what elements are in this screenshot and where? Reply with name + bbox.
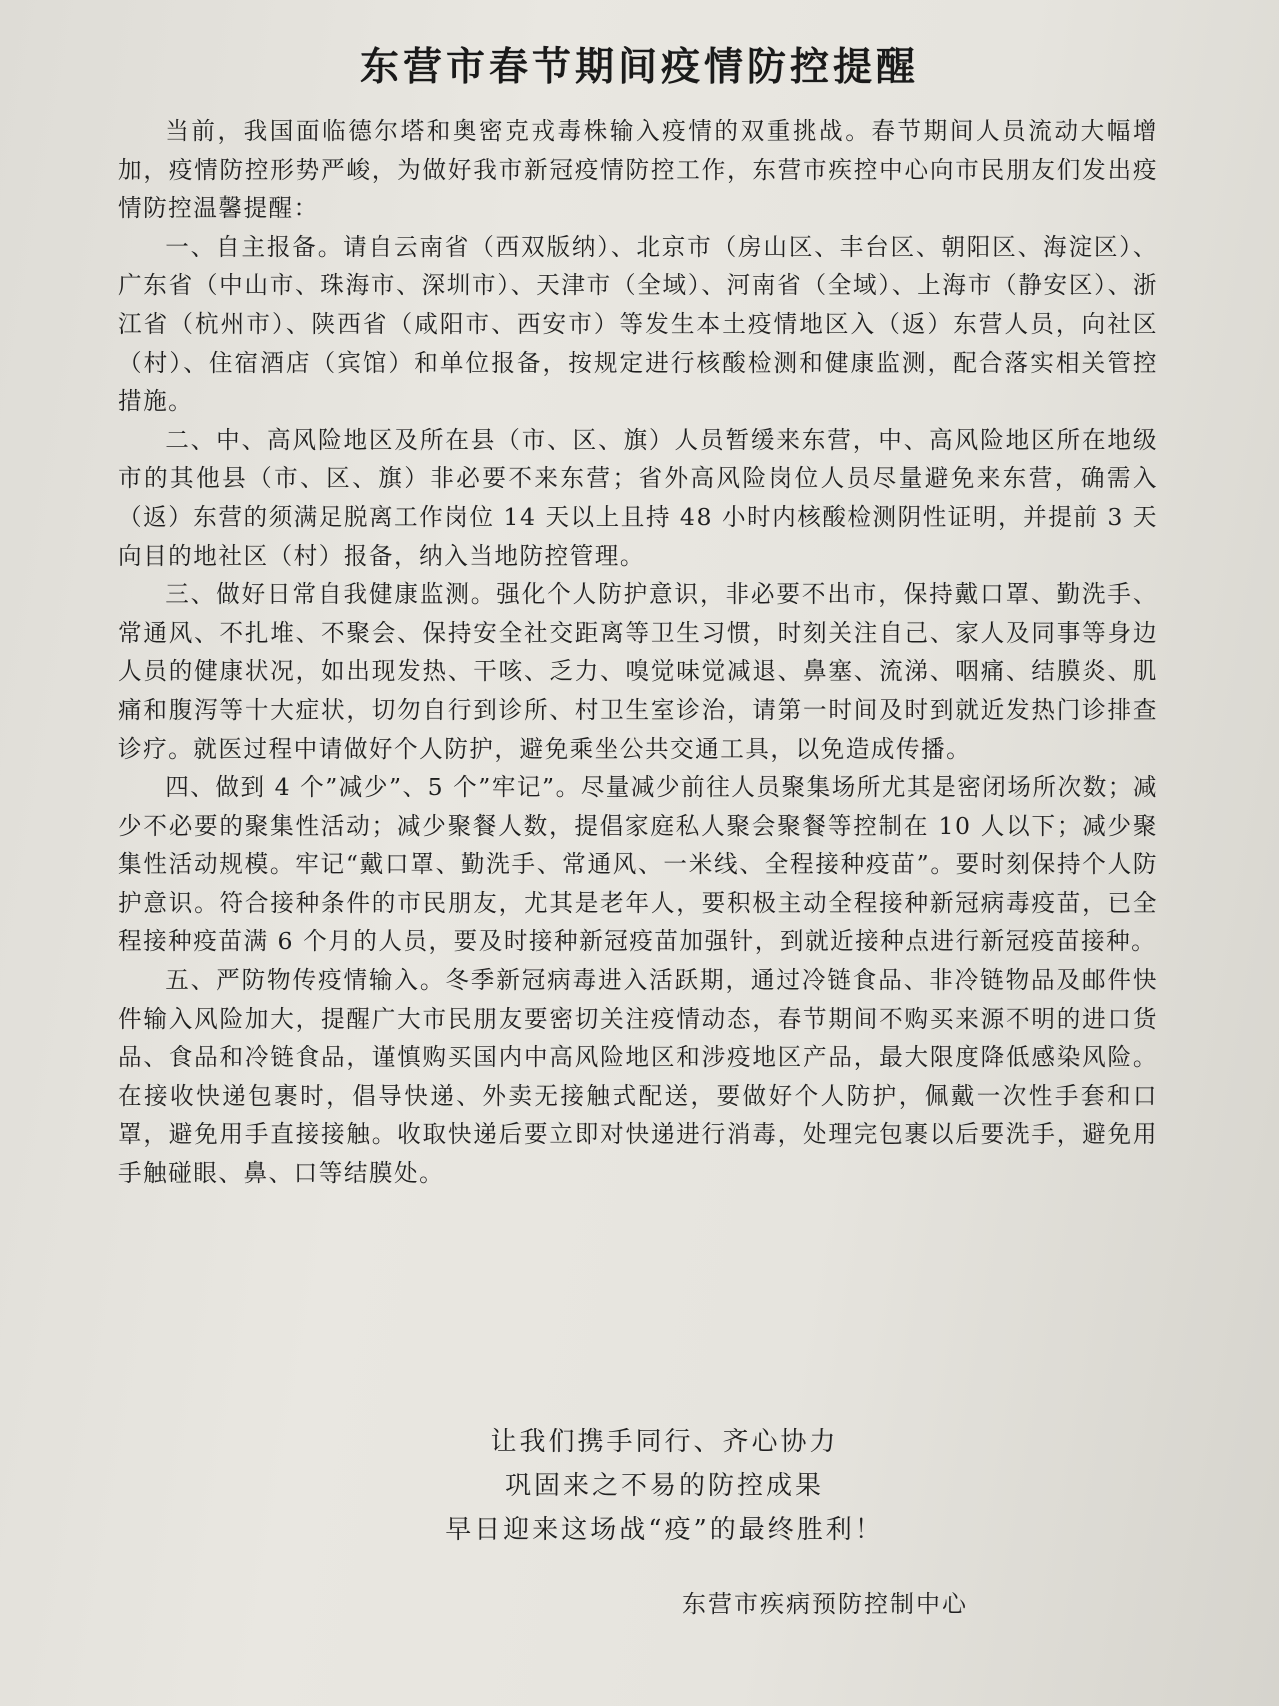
item-2-risk-areas: 二、中、高风险地区及所在县（市、区、旗）人员暂缓来东营，中、高风险地区所在地级市的其他县（市、区、旗）非必要不来东营；省外高风险岗位人员尽量避免来东营，确需入（返）东营的须满足脱离工作岗位 14 天以上且持 48 小时内核酸检测阴性证明，并提前 3 天向目的地社区（村）报备，纳入当地防控管理。 (118, 425, 1158, 570)
closing-slogan (0, 1420, 1279, 1552)
closing-line-3: 早日迎来这场战“疫”的最终胜利！ (445, 1515, 884, 1545)
notice-body (118, 112, 1158, 1193)
item-5-goods-transmission: 五、严防物传疫情输入。冬季新冠病毒进入活跃期，通过冷链食品、非冷链物品及邮件快件输入风险加大，提醒广大市民朋友要密切关注疫情动态，春节期间不购买来源不明的进口货品、食品和冷链食品，谨慎购买国内中高风险地区和涉疫地区产品，最大限度降低感染风险。在接收快递包裹时，倡导快递、外卖无接触式配送，要做好个人防护，佩戴一次性手套和口罩，避免用手直接接触。收取快递后要立即对快递进行消毒，处理完包裹以后要洗手，避免用手触碰眼、鼻、口等结膜处。 (118, 966, 1158, 1188)
closing-line-2: 巩固来之不易的防控成果 (504, 1471, 824, 1501)
closing-line-1: 让我们携手同行、齐心协力 (490, 1427, 839, 1457)
intro-paragraph: 当前，我国面临德尔塔和奥密克戎毒株输入疫情的双重挑战。春节期间人员流动大幅增加，疫情防控形势严峻，为做好我市新冠疫情防控工作，东营市疾控中心向市民朋友们发出疫情防控温馨提醒： (118, 117, 1158, 223)
item-4-reduce-remember: 四、做到 4 个”减少”、5 个”牢记”。尽量减少前往人员聚集场所尤其是密闭场所次数；减少不必要的聚集性活动；减少聚餐人数，提倡家庭私人聚会聚餐等控制在 10 人以下；减少聚集性活动规模。牢记“戴口罩、勤洗手、常通风、一米线、全程接种疫苗”。要时刻保持个人防护意识。符合接种条件的市民朋友，尤其是老年人，要积极主动全程接种新冠病毒疫苗，已全程接种疫苗满 6 个月的人员，要及时接种新冠疫苗加强针，到就近接种点进行新冠疫苗接种。 (118, 773, 1158, 956)
notice-title: 东营市春节期间疫情防控提醒 (359, 45, 919, 90)
item-1-self-report: 一、自主报备。请自云南省（西双版纳）、北京市（房山区、丰台区、朝阳区、海淀区）、广东省（中山市、珠海市、深圳市）、天津市（全域）、河南省（全域）、上海市（静安区）、浙江省（杭州市）、陕西省（咸阳市、西安市）等发生本土疫情地区入（返）东营人员，向社区（村）、住宿酒店（宾馆）和单位报备，按规定进行核酸检测和健康监测，配合落实相关管控措施。 (118, 232, 1158, 416)
item-3-health-monitoring: 三、做好日常自我健康监测。强化个人防护意识，非必要不出市，保持戴口罩、勤洗手、常通风、不扎堆、不聚会、保持安全社交距离等卫生习惯，时刻关注自己、家人及同事等身边人员的健康状况，如出现发热、干咳、乏力、嗅觉味觉减退、鼻塞、流涕、咽痛、结膜炎、肌痛和腹泻等十大症状，切勿自行到诊所、村卫生室诊治，请第一时间及时到就近发热门诊排查诊疗。就医过程中请做好个人防护，避免乘坐公共交通工具，以免造成传播。 (118, 580, 1158, 763)
issuer-signature: 东营市疾病预防控制中心 (682, 1590, 968, 1618)
